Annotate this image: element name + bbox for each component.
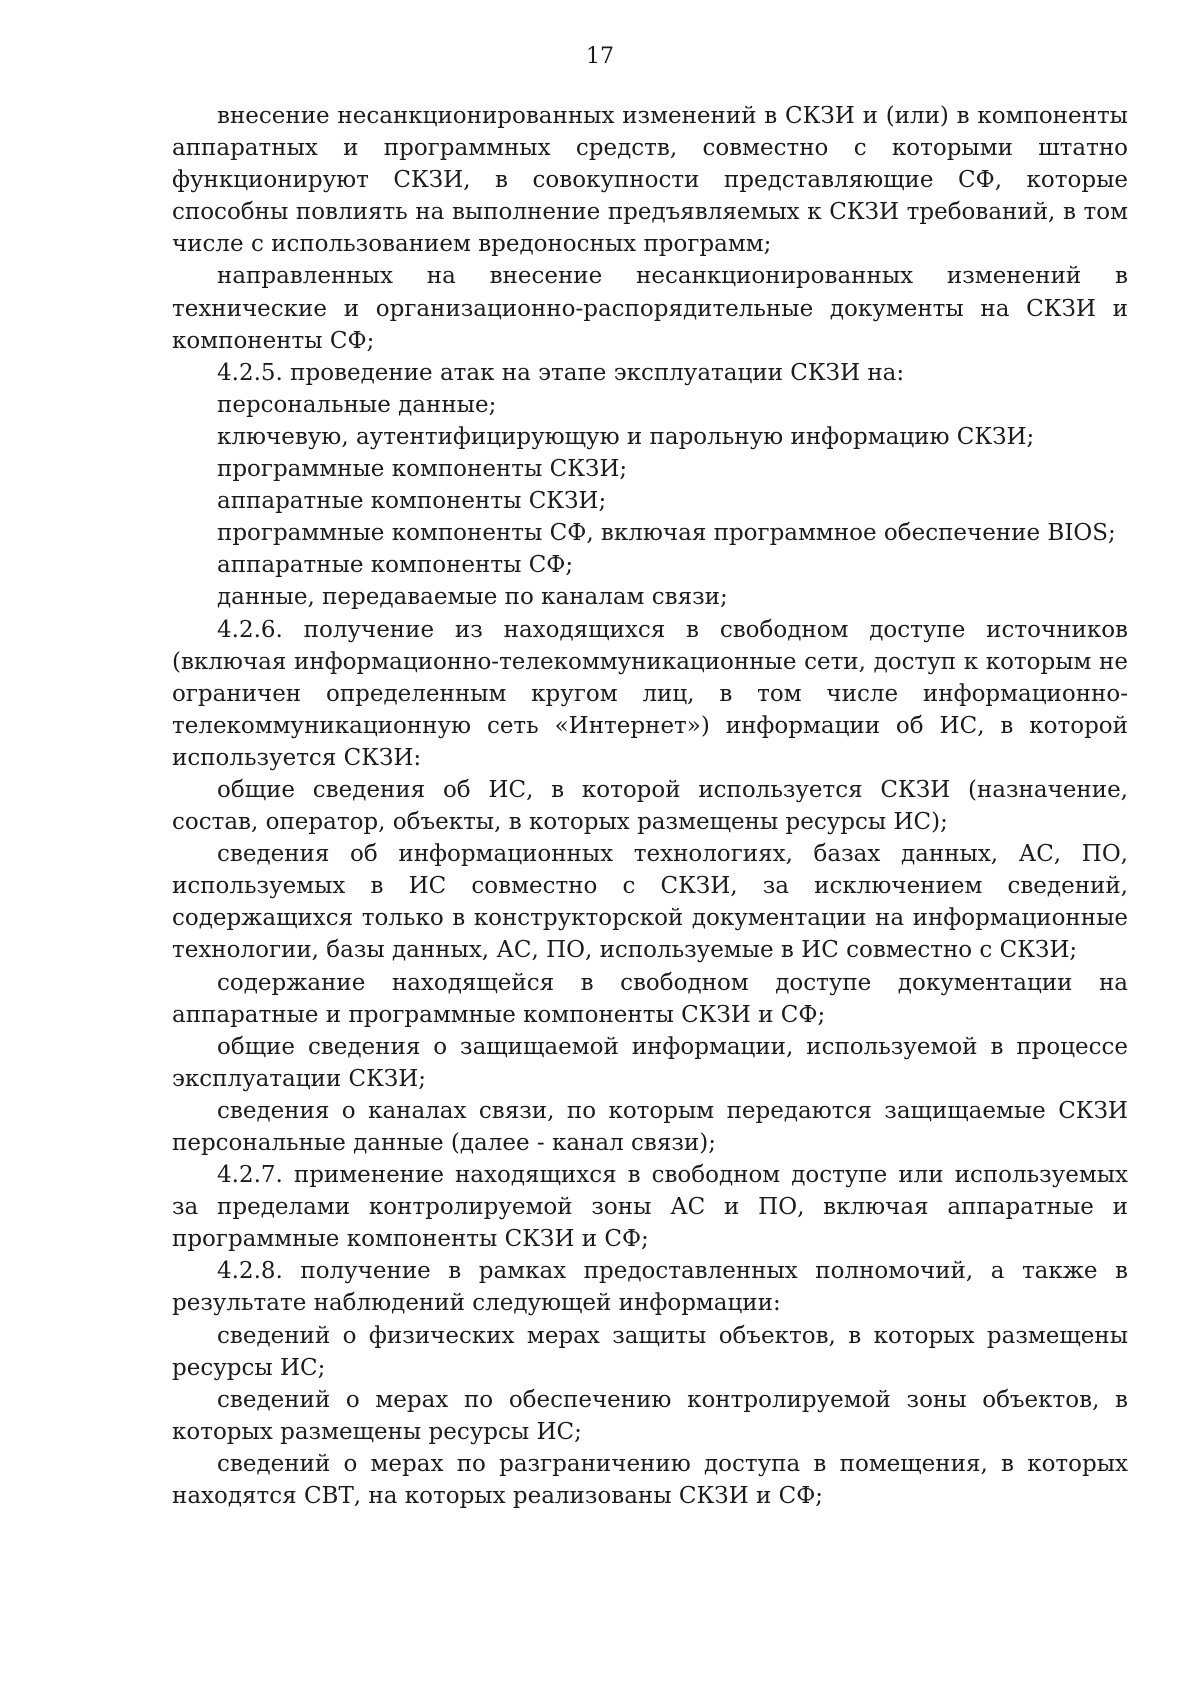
list-item: программные компоненты СКЗИ; [217, 456, 628, 483]
list-item: данные, передаваемые по каналам связи; [217, 584, 728, 611]
section-heading-4-2-6: 4.2.6. получение из находящихся в свободном доступе источников (включая информационно-телекоммуникационные сети, доступ к которым не ограничен определенным кругом лиц, в том числе информационно-телекоммуникационную сеть «Интернет») информации об ИС, в которой используется СКЗИ: [172, 616, 1128, 771]
list-item: сведений о мерах по разграничению доступа в помещения, в которых находятся СВТ, на которых реализованы СКЗИ и СФ; [172, 1450, 1128, 1510]
list-item: аппаратные компоненты СФ; [217, 552, 574, 579]
list-item: аппаратные компоненты СКЗИ; [217, 488, 607, 515]
list-item: общие сведения об ИС, в которой используется СКЗИ (назначение, состав, оператор, объекты, в которых размещены ресурсы ИС); [172, 776, 1128, 836]
section-heading-4-2-5: 4.2.5. проведение атак на этапе эксплуатации СКЗИ на: [217, 359, 905, 386]
list-item: общие сведения о защищаемой информации, используемой в процессе эксплуатации СКЗИ; [172, 1033, 1128, 1092]
list-item: сведения об информационных технологиях, базах данных, АС, ПО, используемых в ИС совместно с СКЗИ, за исключением сведений, содержащихся только в конструкторской документации на информационные технологии, базы данных, АС, ПО, используемые в ИС совместно с СКЗИ; [172, 841, 1128, 964]
section-heading-4-2-8: 4.2.8. получение в рамках предоставленных полномочий, а также в результате наблюдений следующей информации: [172, 1258, 1128, 1317]
list-item: ключевую, аутентифицирующую и парольную информацию СКЗИ; [217, 423, 1035, 450]
page-number: 17 [586, 44, 614, 69]
list-item: персональные данные; [217, 391, 497, 418]
paragraph: направленных на внесение несанкционированных изменений в технические и организационно-распорядительные документы на СКЗИ и компоненты СФ; [172, 263, 1128, 354]
section-heading-4-2-7: 4.2.7. применение находящихся в свободном доступе или используемых за пределами контролируемой зоны АС и ПО, включая аппаратные и программные компоненты СКЗИ и СФ; [172, 1162, 1128, 1253]
list-item: сведений о физических мерах защиты объектов, в которых размещены ресурсы ИС; [172, 1322, 1128, 1381]
document-body [172, 100, 1128, 1512]
paragraph: внесение несанкционированных изменений в СКЗИ и (или) в компоненты аппаратных и программных средств, совместно с которыми штатно функционируют СКЗИ, в совокупности представляющие СФ, которые способны повлиять на выполнение предъявляемых к СКЗИ требований, в том числе с использованием вредоносных программ; [172, 103, 1128, 258]
list-item: сведений о мерах по обеспечению контролируемой зоны объектов, в которых размещены ресурсы ИС; [172, 1386, 1128, 1445]
list-item: программные компоненты СФ, включая программное обеспечение BIOS; [217, 520, 1116, 547]
list-item: содержание находящейся в свободном доступе документации на аппаратные и программные компоненты СКЗИ и СФ; [172, 969, 1128, 1028]
list-item: сведения о каналах связи, по которым передаются защищаемые СКЗИ персональные данные (далее - канал связи); [172, 1097, 1128, 1156]
